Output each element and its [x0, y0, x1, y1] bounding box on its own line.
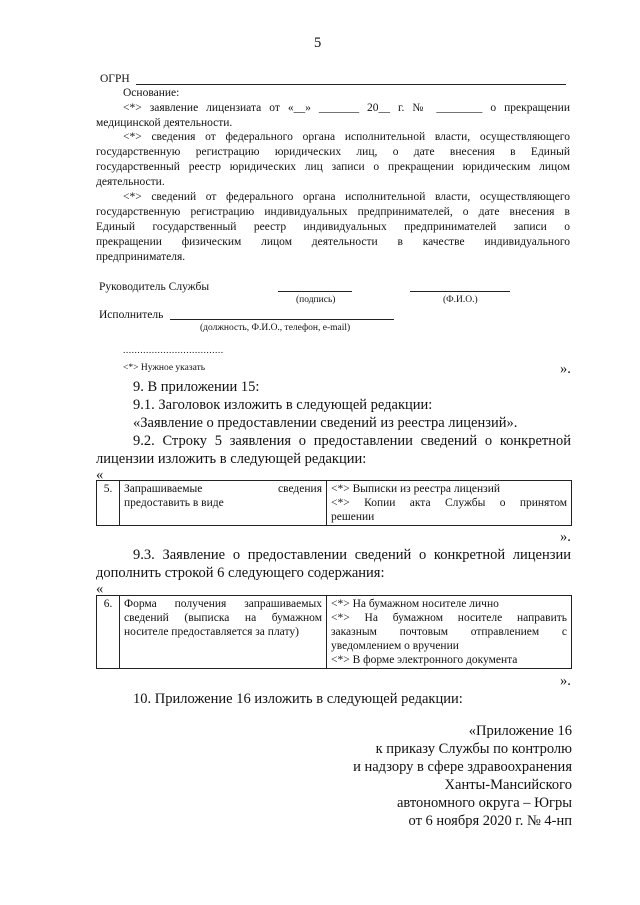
appendix-line: от 6 ноября 2020 г. № 4-нп	[408, 813, 572, 829]
para-9-2: 9.2. Строку 5 заявления о предоставлении сведений о конкретной	[133, 433, 571, 449]
row-left-cell	[120, 596, 327, 669]
basis-item: государственную регистрацию индивидуальных предпринимателей, о дате внесения в	[96, 206, 570, 218]
executor-label: Исполнитель	[99, 309, 164, 321]
closing-quote: ».	[560, 361, 571, 377]
appendix-line: и надзору в сфере здравоохранения	[353, 759, 572, 775]
basis-item: деятельности.	[96, 176, 165, 188]
footnote: <*> Нужное указать	[123, 363, 206, 373]
para-9-3: 9.3. Заявление о предоставлении сведений о конкретной лицензии	[133, 547, 571, 563]
row-right-cell	[327, 481, 572, 526]
closing-quote: ».	[560, 529, 571, 545]
cell-text: носителе предоставляется за плату)	[124, 626, 299, 638]
row-number: 6.	[97, 596, 120, 669]
para-9: 9. В приложении 15:	[133, 379, 260, 395]
appendix-line: «Приложение 16	[468, 723, 572, 739]
executor-caption: (должность, Ф.И.О., телефон, e-mail)	[200, 323, 351, 333]
signature-caption: (подпись)	[296, 295, 336, 305]
row-left-cell	[120, 481, 327, 526]
cell-text: предоставить в виде	[124, 497, 224, 509]
fio-line	[410, 291, 510, 292]
cell-text: решении	[331, 511, 375, 523]
fio-caption: (Ф.И.О.)	[443, 295, 478, 305]
cell-text: уведомлением о вручении	[331, 640, 459, 652]
basis-item: медицинской деятельности.	[96, 117, 233, 129]
basis-item: <*> сведений от федерального органа исполнительной власти, осуществляющего	[123, 191, 570, 203]
cell-text: <*> На бумажном носителе лично	[331, 598, 499, 610]
basis-item: <*> заявление лицензиата от «__» _______ 20__ г. № ________ о прекращении	[123, 102, 570, 114]
cell-text: заказным почтовым отправлением с	[331, 626, 567, 638]
cell-text: <*> Копии акта Службы о принятом	[331, 497, 567, 509]
cell-text: сведений (выписка на бумажном	[124, 612, 322, 624]
para-10: 10. Приложение 16 изложить в следующей редакции:	[133, 691, 463, 707]
basis-item: прекращении физическим лицом деятельности в качестве индивидуального	[96, 236, 570, 248]
table-row-5	[96, 480, 572, 526]
cell-text: <*> На бумажном носителе направить	[331, 612, 567, 624]
cell-text: Форма получения запрашиваемых	[124, 598, 322, 610]
ogrn-label: ОГРН	[100, 73, 130, 85]
para-9-1: 9.1. Заголовок изложить в следующей редакции:	[133, 397, 433, 413]
page-number: 5	[314, 35, 322, 51]
appendix-line: автономного округа – Югры	[396, 795, 572, 811]
basis-item: государственную регистрацию юридических лиц, о дате внесения в Единый	[96, 146, 570, 158]
dots-separator: ...................................	[123, 346, 224, 356]
basis-item: государственный реестр юридических лиц записи о прекращении юридическим лицом	[96, 161, 570, 173]
basis-item: Единый государственный реестр индивидуальных предпринимателей записи о	[96, 221, 570, 233]
executor-line	[170, 319, 394, 320]
head-label: Руководитель Службы	[99, 281, 210, 293]
basis-label: Основание:	[123, 87, 180, 99]
signature-line	[278, 291, 352, 292]
basis-item: <*> сведения от федерального органа исполнительной власти, осуществляющего	[123, 131, 570, 143]
cell-text: Запрашиваемые сведения	[124, 483, 322, 495]
table-row-6	[96, 595, 572, 669]
appendix-line: к приказу Службы по контролю	[375, 741, 572, 757]
ogrn-line	[136, 84, 566, 85]
para-9-1-text: «Заявление о предоставлении сведений из реестра лицензий».	[133, 415, 518, 431]
opening-quote: «	[96, 581, 104, 597]
para-9-3-cont: дополнить строкой 6 следующего содержания:	[96, 565, 385, 581]
basis-item: предпринимателя.	[96, 251, 186, 263]
closing-quote: ».	[560, 673, 571, 689]
appendix-line: Ханты-Мансийского	[444, 777, 572, 793]
row-right-cell	[327, 596, 572, 669]
opening-quote: «	[96, 467, 104, 483]
cell-text: <*> В форме электронного документа	[331, 654, 518, 666]
para-9-2-cont: лицензии изложить в следующей редакции:	[96, 451, 367, 467]
cell-text: <*> Выписки из реестра лицензий	[331, 483, 500, 495]
row-number: 5.	[97, 481, 120, 526]
